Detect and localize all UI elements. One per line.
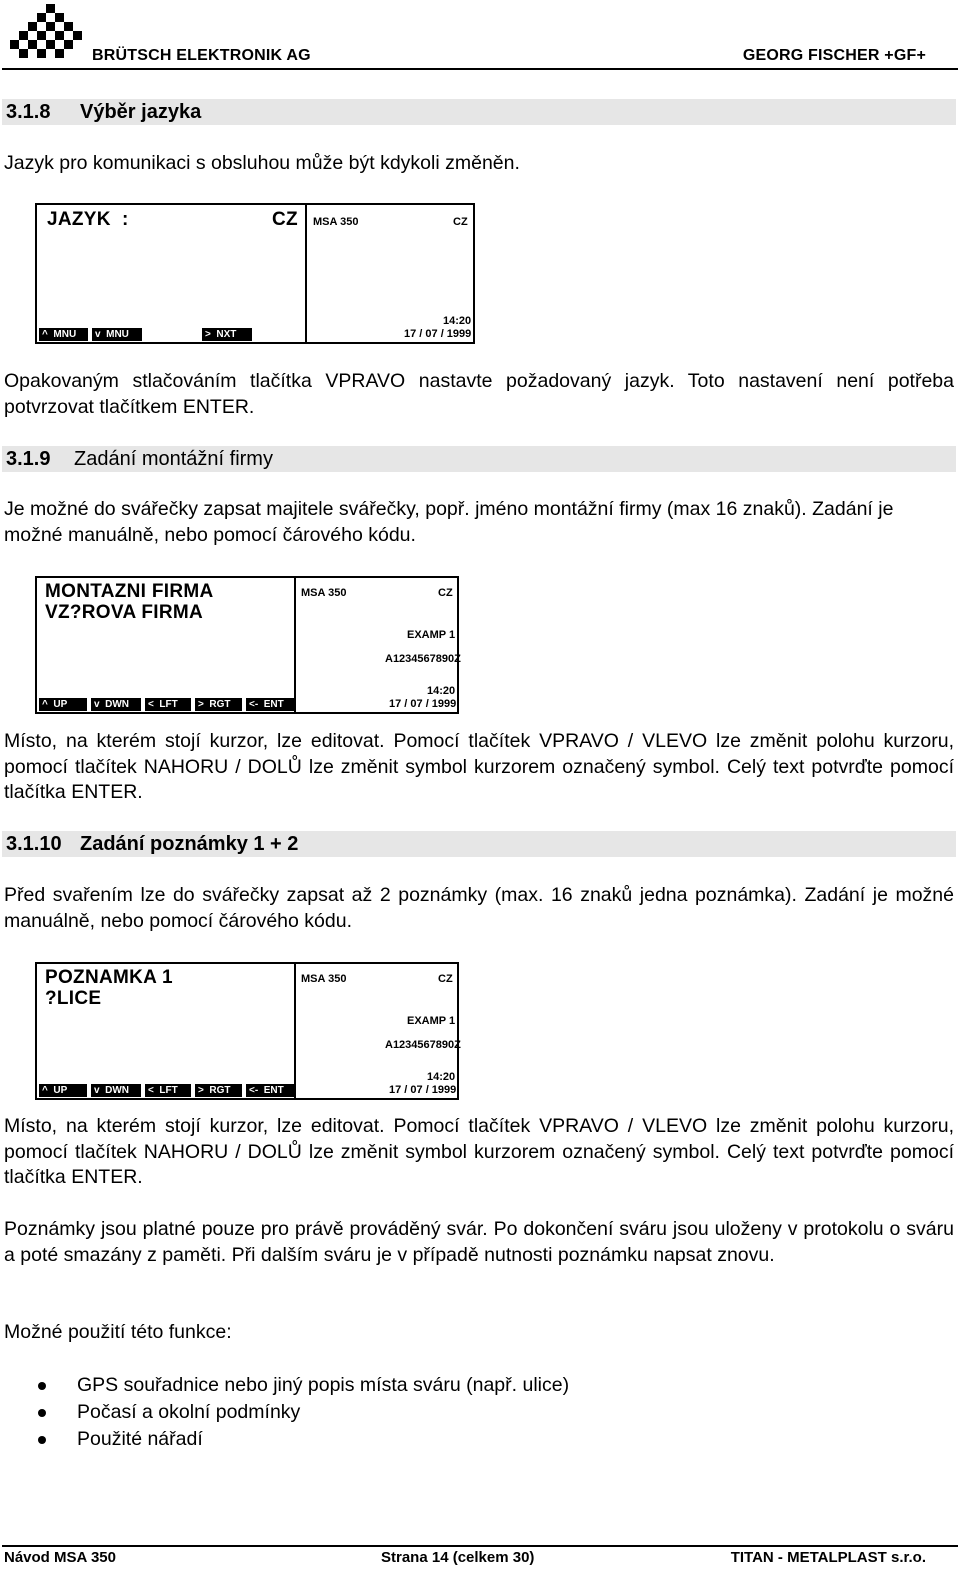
lcd-model: MSA 350 (313, 216, 359, 228)
lcd-line1-value: CZ (272, 209, 298, 230)
lcd-example: EXAMP 1 (407, 629, 456, 641)
lcd-date: 17 / 07 / 1999 (389, 698, 457, 710)
lcd-barcode: A1234567890Z (385, 1039, 461, 1051)
softkey-menu-up: ^ MNU (39, 328, 88, 341)
lcd-line1-label: JAZYK : (47, 209, 129, 230)
lcd-softkeys (39, 1084, 298, 1097)
lcd-model: MSA 350 (301, 973, 347, 985)
section-title: Zadání montážní firmy (74, 448, 273, 470)
lcd-line1: MONTAZNI FIRMA (45, 581, 214, 602)
softkey-enter: <- ENT (246, 698, 294, 711)
bullet-icon (38, 1382, 46, 1390)
lcd-time: 14:20 (427, 1071, 456, 1083)
softkey-left: < LFT (145, 698, 191, 711)
lcd-display-language (35, 203, 475, 344)
lcd-softkeys (39, 698, 298, 711)
lcd-example: EXAMP 1 (407, 1015, 456, 1027)
list-item: Počasí a okolní podmínky (38, 1399, 569, 1426)
section-number: 3.1.10 (6, 833, 62, 855)
lcd-softkeys (39, 328, 256, 341)
company-logo (2, 2, 90, 60)
lcd-line1: POZNAMKA 1 (45, 967, 173, 988)
lcd-lang: CZ (438, 587, 453, 599)
paragraph-notes-intro: Před svařením lze do svářečky zapsat až 2 poznámky (max. 16 znaků jedna poznámka). Zadání je možné manuálně, nebo pomocí čárového kódu. (4, 884, 954, 932)
lcd-lang: CZ (438, 973, 453, 985)
lcd-line2: ?LICE (45, 988, 102, 1009)
footer-distributor: TITAN - METALPLAST s.r.o. (730, 1549, 926, 1566)
lcd-model: MSA 350 (301, 587, 347, 599)
lcd-time: 14:20 (443, 315, 472, 327)
section-heading-3110 (2, 831, 956, 857)
paragraph-company-intro: Je možné do svářečky zapsat majitele svářečky, popř. jméno montážní firmy (max 16 znaků). Zadání je možné manuálně, nebo pomocí čárového kódu. (4, 498, 894, 546)
header-divider (2, 68, 958, 70)
lcd-barcode: A1234567890Z (385, 653, 461, 665)
softkey-up: ^ UP (39, 698, 87, 711)
lcd-divider (294, 578, 296, 712)
lcd-lang: CZ (453, 216, 468, 228)
list-item: GPS souřadnice nebo jiný popis místa sváru (např. ulice) (38, 1372, 569, 1399)
footer-divider (2, 1545, 958, 1547)
section-title: Výběr jazyka (80, 101, 202, 123)
lcd-time: 14:20 (427, 685, 456, 697)
header-company-left: BRÜTSCH ELEKTRONIK AG (92, 47, 311, 64)
lcd-date: 17 / 07 / 1999 (404, 328, 472, 340)
paragraph-notes-editing: Místo, na kterém stojí kurzor, lze editovat. Pomocí tlačítek VPRAVO / VLEVO lze změnit polohu kurzoru, pomocí tlačítek NAHORU / DOLŮ lze změnit symbol kurzorem označený symbol. Celý text potvrďte pomocí tlačítka ENTER. (4, 1115, 954, 1188)
header-company-right: GEORG FISCHER +GF+ (742, 47, 926, 64)
footer-manual-title: Návod MSA 350 (4, 1549, 116, 1566)
paragraph-language-instructions: Opakovaným stlačováním tlačítka VPRAVO nastavte požadovaný jazyk. Toto nastavení není potřeba potvrzovat tlačítkem ENTER. (4, 370, 954, 418)
softkey-right: > RGT (195, 1084, 242, 1097)
lcd-divider (305, 205, 307, 342)
lcd-date: 17 / 07 / 1999 (389, 1084, 457, 1096)
lcd-divider (294, 964, 296, 1098)
softkey-down: v DWN (91, 698, 141, 711)
lcd-line2: VZ?ROVA FIRMA (45, 602, 203, 623)
paragraph-notes-validity: Poznámky jsou platné pouze pro právě prováděný svár. Po dokončení sváru jsou uloženy v protokolu o sváru a poté smazány z paměti. Při dalším sváru je v případě nutnosti poznámku napsat znovu. (4, 1218, 954, 1266)
list-item: Použité nářadí (38, 1426, 569, 1453)
lcd-display-company (35, 576, 459, 714)
softkey-enter: <- ENT (246, 1084, 294, 1097)
softkey-up: ^ UP (39, 1084, 87, 1097)
section-heading-318 (2, 99, 956, 125)
softkey-right: > RGT (195, 698, 242, 711)
paragraph-language-intro: Jazyk pro komunikaci s obsluhou může být kdykoli změněn. (4, 152, 520, 174)
softkey-menu-down: v MNU (92, 328, 142, 341)
bullet-icon (38, 1436, 46, 1444)
softkey-left: < LFT (145, 1084, 191, 1097)
bullet-icon (38, 1409, 46, 1417)
softkey-next: > NXT (202, 328, 252, 341)
section-number: 3.1.8 (6, 101, 51, 123)
section-number: 3.1.9 (6, 448, 51, 470)
paragraph-uses-heading: Možné použití této funkce: (4, 1321, 232, 1343)
uses-list (38, 1372, 569, 1453)
softkey-down: v DWN (91, 1084, 141, 1097)
section-heading-319 (2, 446, 956, 472)
footer-page-number: Strana 14 (celkem 30) (381, 1549, 535, 1566)
paragraph-company-editing: Místo, na kterém stojí kurzor, lze editovat. Pomocí tlačítek VPRAVO / VLEVO lze změnit polohu kurzoru, pomocí tlačítek NAHORU / DOLŮ lze změnit symbol kurzorem označený symbol. Celý text potvrďte pomocí tlačítka ENTER. (4, 730, 954, 803)
lcd-display-notes (35, 962, 459, 1100)
section-title: Zadání poznámky 1 + 2 (80, 833, 299, 855)
